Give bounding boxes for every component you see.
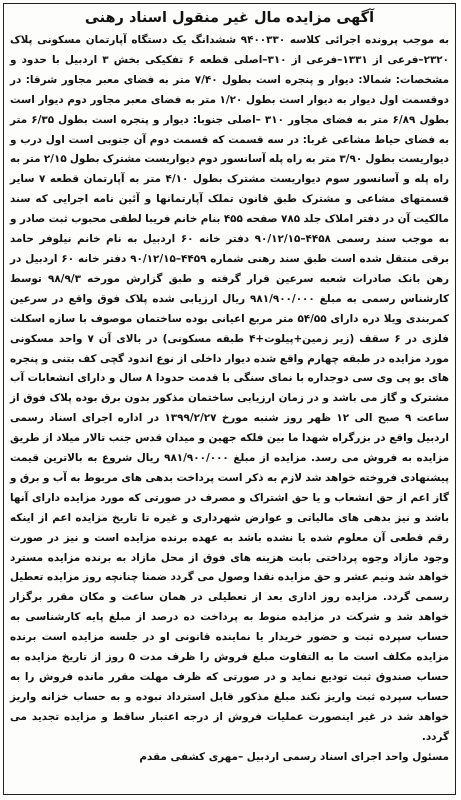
notice-title: آگهی مزایده مال غیر منقول اسناد رهنی bbox=[84, 10, 375, 26]
auction-notice bbox=[3, 3, 456, 795]
notice-body: به موجب پرونده اجرائی کلاسه ۹۴۰۰۳۳۰ ششدانگ یک دستگاه آپارتمان مسکونی پلاک ۲۳۲۰–فرعی از ۱۳۳۱–فرعی از ۳۱۰–اصلی قطعه ۶ تفکیکی بخش ۳ اردبیل با حدود و مشخصات: شمالا: دیوار و پنجره است بطول ۷/۴۰ متر به فضای معبر مجاور شرقا: در دوقسمت اول دیوار به دیوار است بطول ۱/۲۰ متر به فضای معبر مجاور دوم دیوار است بطول ۶/۸۹ متر به فضای مجاور ۳۱۰ –اصلی جنوبا: دیوار و پنجره است بطول ۶/۳۵ متر به فضای حیاط مشاعی غربا: در سه قسمت که قسمت دوم آن جنوبی است اول درب و دیواریست بطول ۳/۹۰ متر به راه پله آسانسور دوم دیواریست مشترک بطول ۲/۱۵ متر به راه پله و آسانسور سوم دیواریست مشترک بطول ۴/۱۰ متر به آپارتمان قطعه ۷ سایر قسمتهای مشاعی و مشترک طبق قانون تملک آپارتمانها و آئین نامه اجرایی که سند مالکیت آن در دفتر املاک جلد ۷۸۵ صفحه ۴۵۵ بنام خانم فریبا لطفی محبوب ثبت صادر و به موجب سند رسمی ۴۴۵۸–۹۰/۱۲/۱۵ دفتر خانه ۶۰ اردبیل به نام خانم نیلوفر حامد برقی منتقل شده است طبق سند رهنی شماره ۴۴۵۹–۹۰/۱۲/۱۵ دفتر خانه ۶۰ اردبیل در رهن بانک صادرات شعبه سرعین قرار گرفته و طبق گزارش مورخه ۹۸/۹/۳ توسط کارشناس رسمی به مبلغ ۹۸۱/۹۰۰/۰۰۰ ریال ارزیابی شده پلاک فوق واقع در سرعین کمربندی ویلا دره دارای ۵۴/۵۵ متر مربع اعیانی بوده ساختمان موصوف با سازه اسکلت فلزی در ۶ سقف (زیر زمین+پیلوت+۴ طبقه مسکونی) در بالای آن ۷ واحد مسکونی مورد مزایده در طبقه چهارم واقع شده دیوار داخلی از نوع اندود گچی کف بتنی و پنجره های یو پی وی سی دوجداره با نمای سنگی با قدمت حدودا ۸ سال و دارای انشعابات آب مشترک و گاز می باشد و در زمان ارزیابی ساختمان مذکور بدون برق بوده پلاک فوق از ساعت ۹ صبح الی ۱۲ ظهر روز شنبه مورخ ۱۳۹۹/۲/۲۷ در اداره اجرای اسناد رسمی اردبیل واقع در بزرگراه شهدا ما بین فلکه جهین و میدان قدس جنب تالار میلاد از طریق مزایده به فروش می رسد. مزایده از مبلغ ۹۸۱/۹۰۰/۰۰۰ ریال شروع به بالاترین قیمت پیشنهادی فروخته خواهد شد لازم به ذکر است پرداخت بدهی های مربوط به آب و برق و گاز اعم از حق انشعاب و یا حق اشتراک و مصرف در صورتی که مورد مزایده دارای آنها باشد و نیز بدهی های مالیاتی و عوارض شهرداری و غیره تا تاریخ مزایده اعم از اینکه رقم قطعی آن معلوم شده یا نشده باشد به عهده برنده مزایده است و نیز در صورت وجود مازاد وجوه پرداختی بابت هزینه های فوق از محل مازاد به برنده مزایده مسترد خواهد شد ونیم عشر و حق مزایده نقدا وصول می گردد ضمنا چنانچه روز مزایده تعطیل رسمی گردد. مزایده روز اداری بعد از تعطیلی در همان ساعت و مکان مقرر برگزار خواهد شد و شرکت در مزایده منوط به پرداخت ده درصد از مبلغ پایه کارشناسی به حساب سپرده ثبت و حضور خریدار یا نماینده قانونی او در جلسه مزایده است برنده مزایده مکلف است ما به التفاوت مبلغ فروش را ظرف مدت ۵ روز از تاریخ مزایده به حساب صندوق ثبت تودیع نماید و در صورتی که ظرف مهلت مقرر مانده فروش را به حساب سپرده ثبت واریز نکند مبلغ مذکور قابل استرداد نبوده و به حساب خزانه واریز خواهد شد در غیر اینصورت عملیات فروش از درجه اعتبار ساقط و مزایده تجدید می گردد. bbox=[10, 34, 450, 743]
notice-signature: مسئول واحد اجرای اسناد رسمی اردبیل –مهری کشفی مقدم bbox=[139, 750, 449, 763]
